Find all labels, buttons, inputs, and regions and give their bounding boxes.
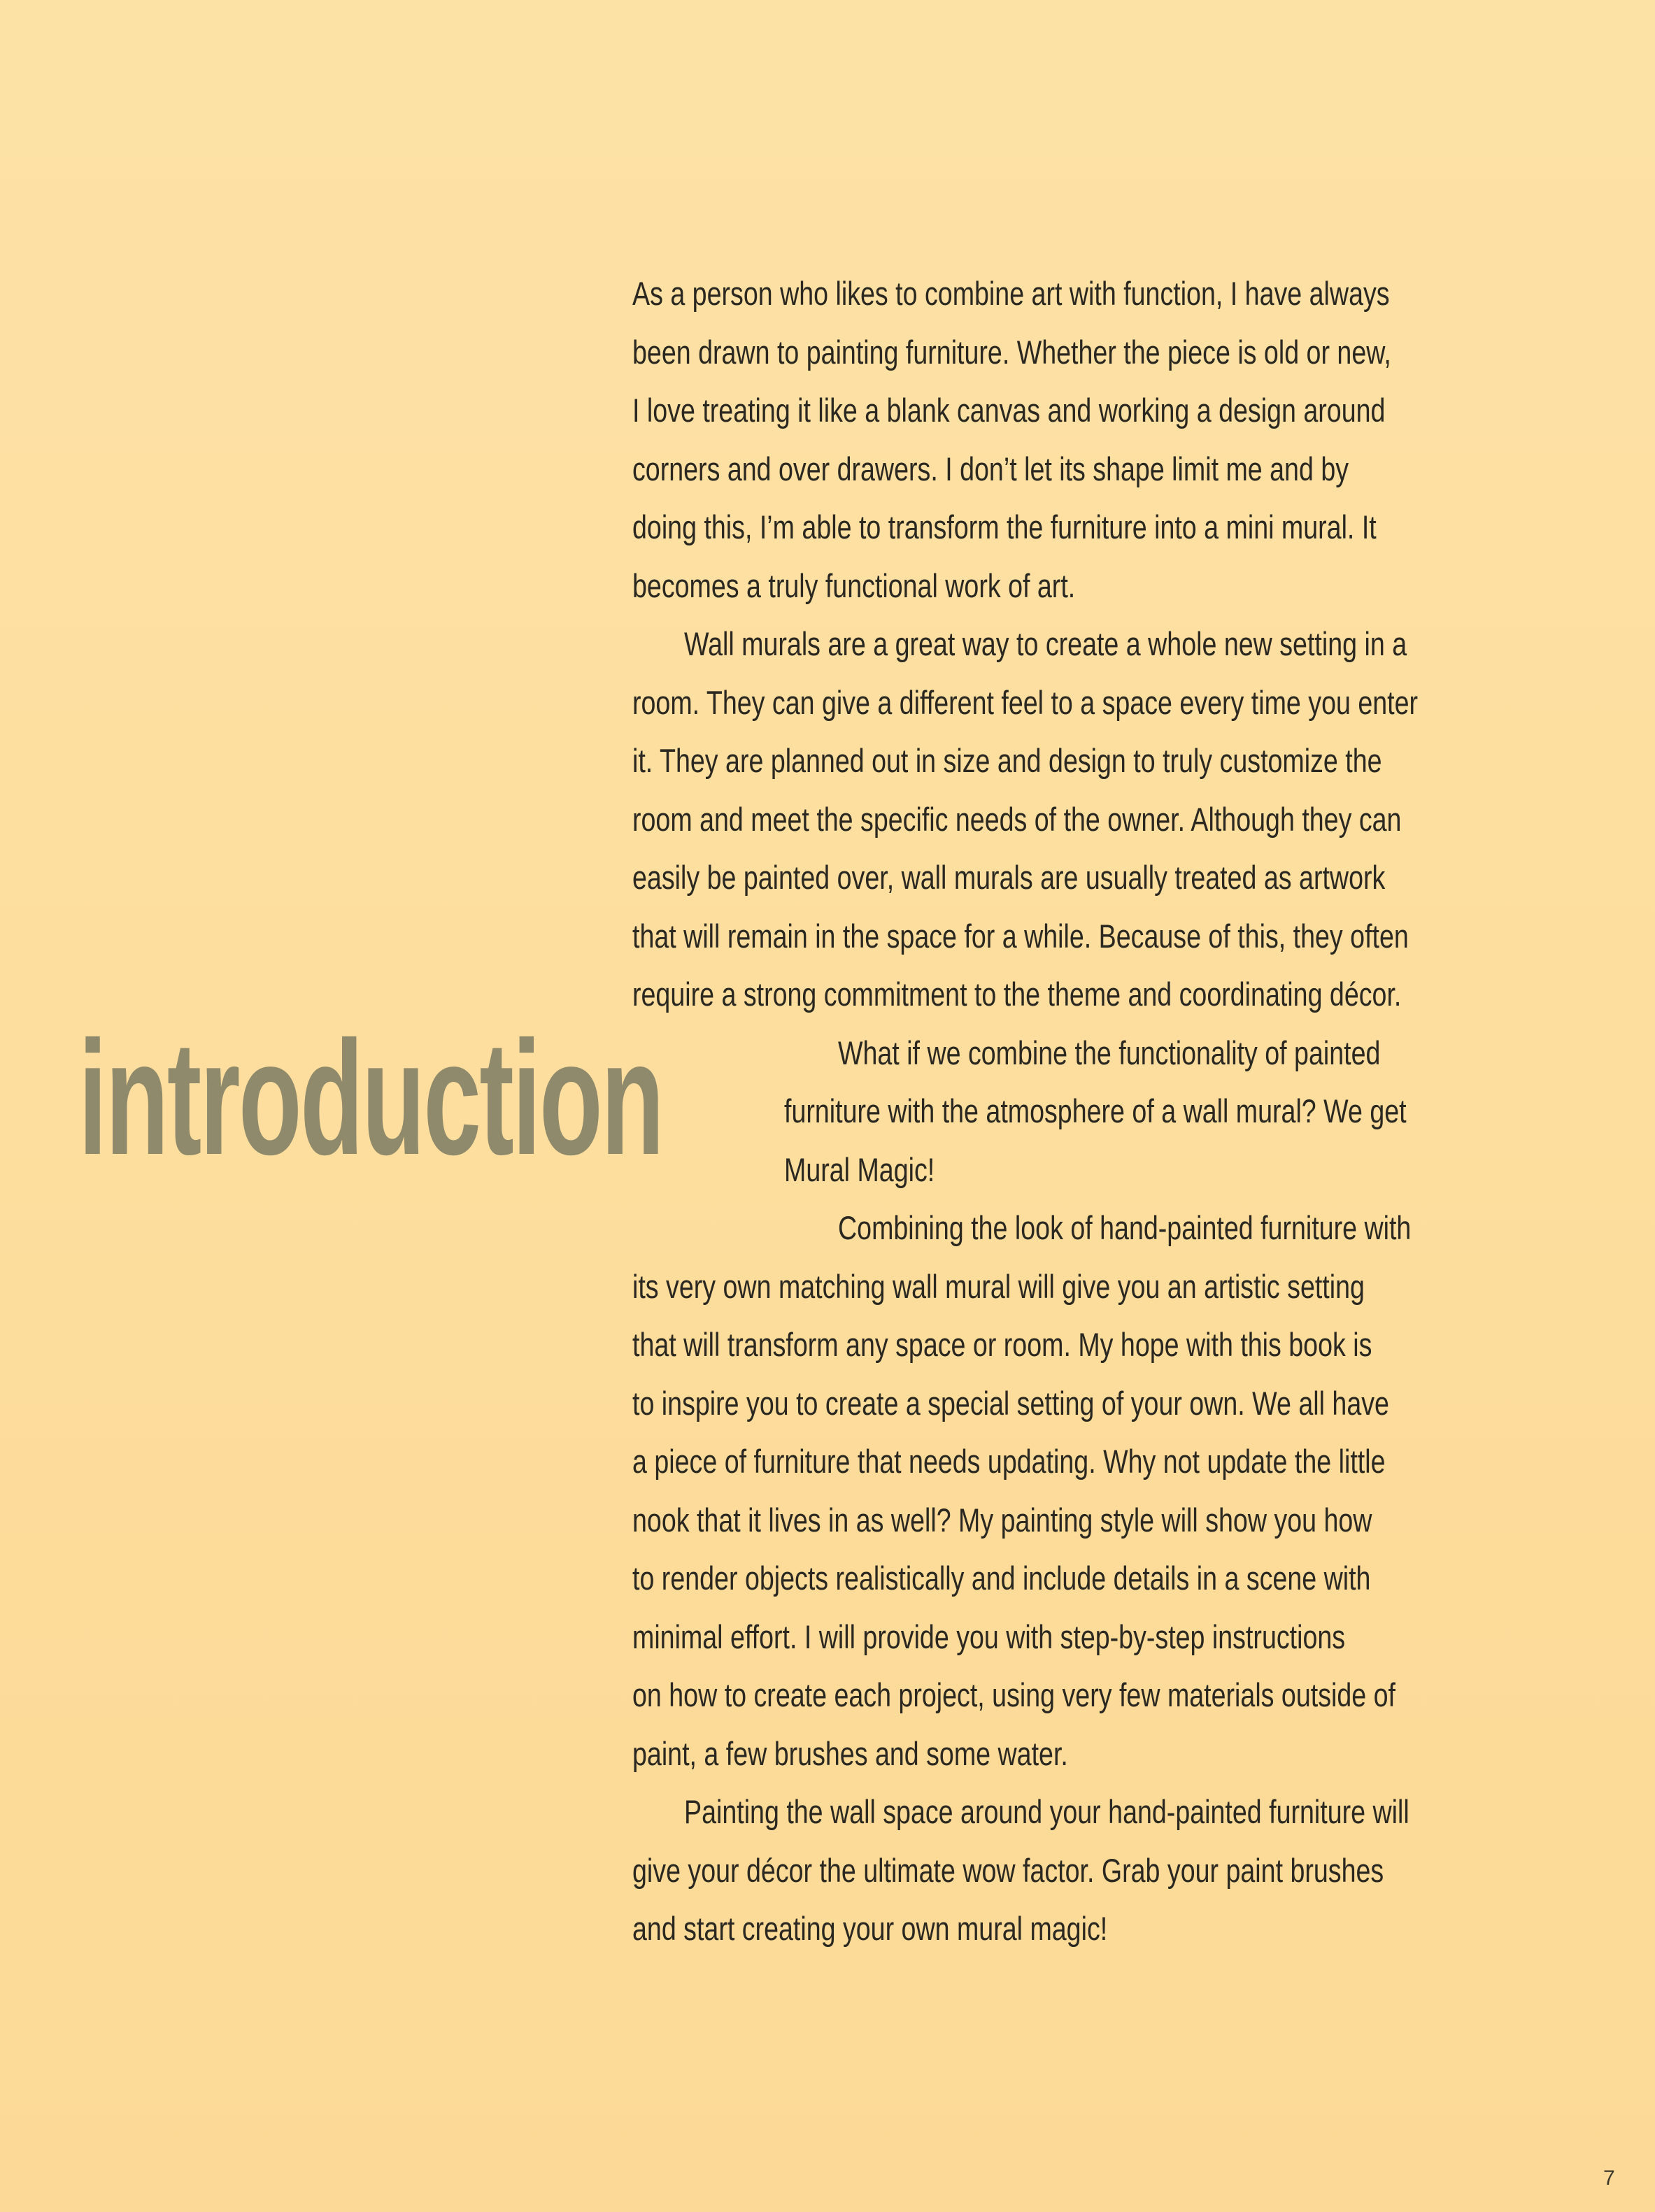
text-line: require a strong commitment to the theme and coordinating décor. <box>632 976 1402 1013</box>
text-line: easily be painted over, wall murals are usually treated as artwork <box>632 859 1386 896</box>
text-line: a piece of furniture that needs updating. Why not update the little <box>632 1443 1386 1480</box>
text-line: it. They are planned out in size and design to truly customize the <box>632 742 1382 779</box>
text-line: its very own matching wall mural will give you an artistic setting <box>632 1267 1365 1305</box>
text-line: minimal effort. I will provide you with step-by-step instructions <box>632 1618 1346 1655</box>
page-title: introduction <box>78 1008 663 1189</box>
text-line: that will transform any space or room. My hope with this book is <box>632 1326 1372 1363</box>
text-line: I love treating it like a blank canvas and working a design around <box>632 392 1386 429</box>
text-line: that will remain in the space for a while. Because of this, they often <box>632 917 1409 955</box>
paragraph <box>632 264 1612 615</box>
text-line: Mural Magic! <box>784 1150 935 1188</box>
text-line: to render objects realistically and include details in a scene with <box>632 1560 1371 1597</box>
text-line: Wall murals are a great way to create a whole new setting in a <box>684 625 1407 662</box>
text-line: nook that it lives in as well? My painting style will show you how <box>632 1501 1372 1539</box>
text-line: As a person who likes to combine art with function, I have always <box>632 275 1390 312</box>
page-number: 7 <box>1603 2167 1615 2190</box>
text-line: Combining the look of hand-painted furniture with <box>838 1209 1412 1246</box>
text-line: doing this, I’m able to transform the furniture into a mini mural. It <box>632 508 1377 545</box>
paragraph <box>632 1024 1612 1199</box>
text-line: becomes a truly functional work of art. <box>632 566 1076 604</box>
text-line: and start creating your own mural magic! <box>632 1910 1108 1947</box>
text-line: paint, a few brushes and some water. <box>632 1734 1068 1772</box>
text-line: on how to create each project, using very few materials outside of <box>632 1676 1395 1713</box>
text-line: furniture with the atmosphere of a wall mural? We get <box>784 1092 1407 1129</box>
text-line: corners and over drawers. I don’t let its shape limit me and by <box>632 450 1349 487</box>
paragraph <box>632 615 1612 1024</box>
text-line: What if we combine the functionality of painted <box>838 1034 1381 1071</box>
text-line: room. They can give a different feel to a space every time you enter <box>632 683 1419 721</box>
body-text <box>632 264 1612 1958</box>
text-line: Painting the wall space around your hand-painted furniture will <box>684 1793 1409 1830</box>
paragraph <box>632 1783 1612 1958</box>
paragraph <box>632 1199 1612 1783</box>
text-line: to inspire you to create a special setting of your own. We all have <box>632 1384 1389 1422</box>
text-line: give your décor the ultimate wow factor. Grab your paint brushes <box>632 1851 1384 1889</box>
text-line: been drawn to painting furniture. Whether the piece is old or new, <box>632 333 1391 371</box>
text-line: room and meet the specific needs of the owner. Although they can <box>632 800 1402 838</box>
